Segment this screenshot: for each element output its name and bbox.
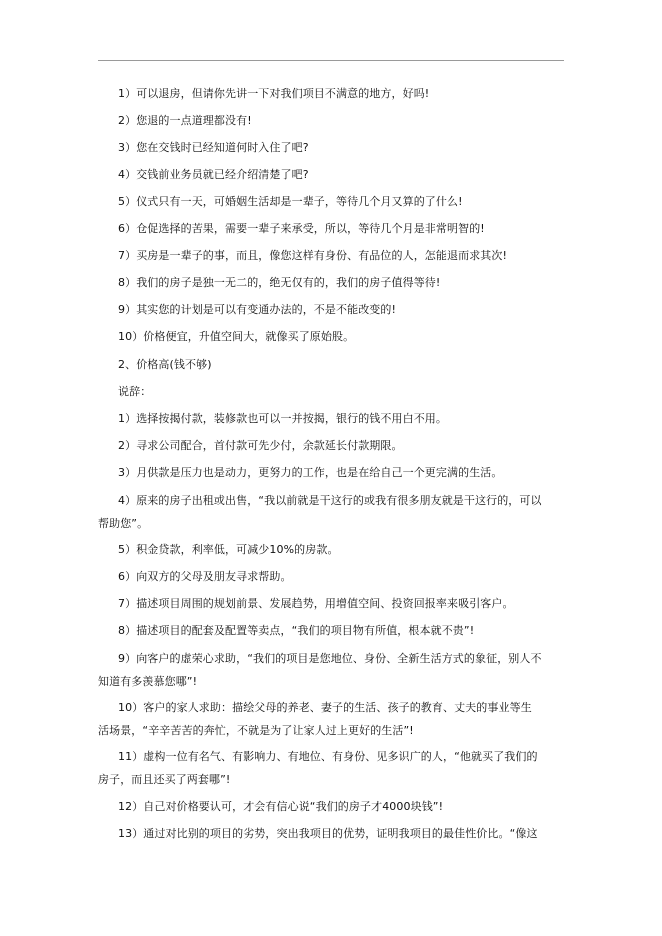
text-line: 10）价格便宜，升值空间大，就像买了原始股。 xyxy=(118,330,355,343)
text-line: 10）客户的家人求助：描绘父母的养老、妻子的生活、孩子的教育、丈夫的事业等生 xyxy=(118,701,532,714)
text-line: 11）虚构一位有名气、有影响力、有地位、有身份、见多识广的人，“他就买了我们的 xyxy=(118,750,538,763)
text-line: 3）月供款是压力也是动力，更努力的工作，也是在给自己一个更完满的生活。 xyxy=(118,466,503,479)
text-line: 7）买房是一辈子的事，而且，像您这样有身份、有品位的人，怎能退而求其次! xyxy=(118,249,508,262)
text-line: 4）交钱前业务员就已经介绍清楚了吧? xyxy=(118,168,309,181)
text-line-continued: 房子，而且还买了两套哪”! xyxy=(98,773,231,786)
text-line-continued: 知道有多羡慕您哪”! xyxy=(98,675,198,688)
text-line: 5）积金贷款，利率低，可减少10%的房款。 xyxy=(118,543,339,556)
section-heading: 2、价格高(钱不够) xyxy=(118,358,212,371)
subheading: 说辞： xyxy=(118,385,152,398)
text-line: 8）我们的房子是独一无二的，绝无仅有的，我们的房子值得等待! xyxy=(118,276,441,289)
text-line: 12）自己对价格要认可，才会有信心说“我们的房子才4000块钱”! xyxy=(118,800,444,813)
text-line: 13）通过对比别的项目的劣势，突出我项目的优势，证明我项目的最佳性价比。“像这 xyxy=(118,827,538,840)
text-line: 9）其实您的计划是可以有变通办法的，不是不能改变的! xyxy=(118,303,397,316)
text-line: 5）仪式只有一天，可婚姻生活却是一辈子，等待几个月又算的了什么! xyxy=(118,195,463,208)
text-line: 6）向双方的父母及朋友寻求帮助。 xyxy=(118,570,292,583)
text-line: 6）仓促选择的苦果，需要一辈子来承受，所以，等待几个月是非常明智的! xyxy=(118,222,485,235)
text-line: 7）描述项目周围的规划前景、发展趋势，用增值空间、投资回报率来吸引客户。 xyxy=(118,597,514,610)
text-line: 3）您在交钱时已经知道何时入住了吧? xyxy=(118,141,309,154)
text-line: 2）寻求公司配合，首付款可先少付，余款延长付款期限。 xyxy=(118,439,403,452)
text-line: 2）您退的一点道理都没有! xyxy=(118,114,252,127)
text-line-continued: 活场景，“辛辛苦苦的奔忙，不就是为了让家人过上更好的生活”! xyxy=(98,724,414,737)
text-line-continued: 帮助您”。 xyxy=(98,517,149,530)
text-line: 9）向客户的虚荣心求助，“我们的项目是您地位、身份、全新生活方式的象征，别人不 xyxy=(118,652,542,665)
text-line: 1）可以退房，但请你先讲一下对我们项目不满意的地方，好吗! xyxy=(118,87,430,100)
text-line: 4）原来的房子出租或出售，“我以前就是干这行的或我有很多朋友就是干这行的，可以 xyxy=(118,494,542,507)
text-line: 1）选择按揭付款，装修款也可以一并按揭，银行的钱不用白不用。 xyxy=(118,412,447,425)
text-line: 8）描述项目的配套及配置等卖点，“我们的项目物有所值，根本就不贵”! xyxy=(118,624,475,637)
